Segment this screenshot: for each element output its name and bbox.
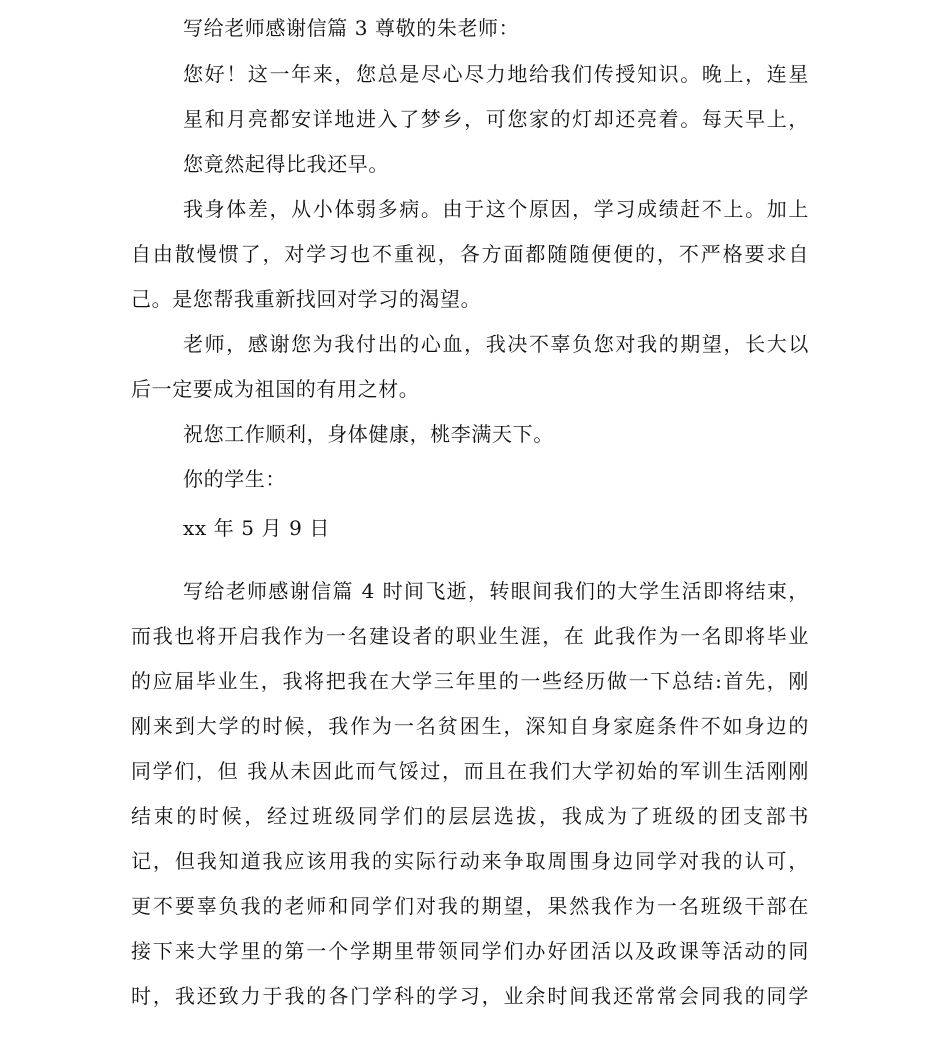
letter3-signoff: 你的学生： — [183, 467, 286, 491]
letter3-paragraph2-line2: 自由散慢惯了，对学习也不重视，各方面都随随便便的，不严格要求自 — [131, 242, 809, 266]
letter3-paragraph2-line1: 我身体差，从小体弱多病。由于这个原因，学习成绩赶不上。加上 — [183, 197, 809, 221]
letter4-line6: 结束的时候，经过班级同学们的层层选拔，我成为了班级的团支部书 — [131, 804, 809, 828]
letter4-line1: 写给老师感谢信篇 4 时间飞逝，转眼间我们的大学生活即将结束， — [183, 579, 809, 603]
letter3-paragraph2-line3: 己。是您帮我重新找回对学习的渴望。 — [131, 287, 482, 311]
letter4-line8: 更不要辜负我的老师和同学们对我的期望，果然我作为一名班级干部在 — [131, 894, 809, 918]
letter3-date: xx 年 5 月 9 日 — [183, 516, 330, 540]
letter3-paragraph3-line1: 老师，感谢您为我付出的心血，我决不辜负您对我的期望，长大以 — [183, 332, 809, 356]
letter4-line2: 而我也将开启我作为一名建设者的职业生涯，在 此我作为一名即将毕业 — [131, 624, 809, 648]
letter3-paragraph3-line2: 后一定要成为祖国的有用之材。 — [131, 377, 420, 401]
letter4-line7: 记，但我知道我应该用我的实际行动来争取周围身边同学对我的认可， — [131, 849, 809, 873]
letter4-line9: 接下来大学里的第一个学期里带领同学们办好团活以及政课等活动的同 — [131, 939, 809, 963]
letter3-paragraph1-line2: 星和月亮都安详地进入了梦乡，可您家的灯却还亮着。每天早上， — [183, 107, 809, 131]
letter3-paragraph1-line3: 您竟然起得比我还早。 — [183, 152, 389, 176]
letter4-line3: 的应届毕业生，我将把我在大学三年里的一些经历做一下总结:首先，刚 — [131, 669, 809, 693]
letter4-line4: 刚来到大学的时候，我作为一名贫困生，深知自身家庭条件不如身边的 — [131, 714, 809, 738]
letter4-line5: 同学们，但 我从未因此而气馁过，而且在我们大学初始的军训生活刚刚 — [131, 759, 809, 783]
letter4-line10: 时，我还致力于我的各门学科的学习，业余时间我还常常会同我的同学 — [131, 984, 809, 1008]
letter3-wish: 祝您工作顺利，身体健康，桃李满天下。 — [183, 422, 554, 446]
letter3-paragraph1-line1: 您好！这一年来，您总是尽心尽力地给我们传授知识。晚上，连星 — [183, 62, 809, 86]
letter3-heading: 写给老师感谢信篇 3 尊敬的朱老师： — [183, 16, 520, 40]
